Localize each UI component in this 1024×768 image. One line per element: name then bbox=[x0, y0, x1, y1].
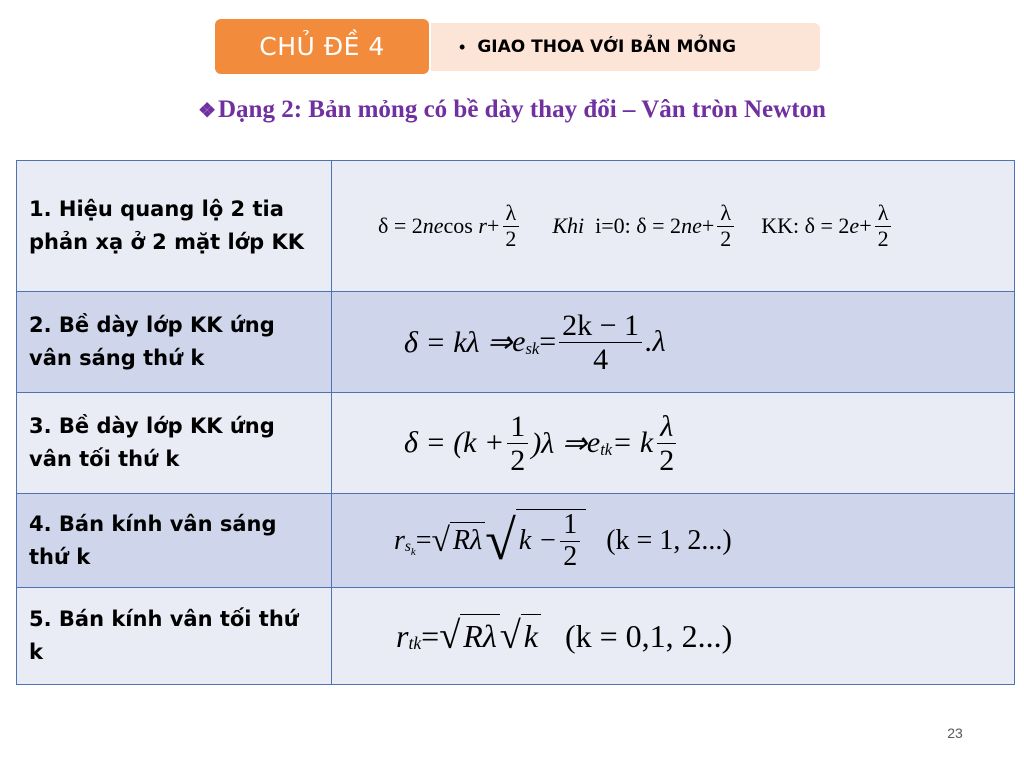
radicand: Rλ bbox=[450, 522, 485, 560]
formula-text: e bbox=[586, 426, 601, 459]
radical-sign: √ bbox=[431, 521, 450, 559]
numerator: λ bbox=[657, 410, 676, 444]
diamond-bullet-icon: ❖ bbox=[198, 100, 216, 122]
formula-optical-path bbox=[332, 201, 1014, 250]
formula-text: i=0: δ = 2 bbox=[595, 213, 682, 238]
radicand: k bbox=[521, 614, 541, 658]
row-label: 3. Bề dày lớp KK ứng vân tối thứ k bbox=[17, 393, 332, 494]
formula-cell bbox=[332, 292, 1015, 393]
sub-subscript: k bbox=[410, 546, 416, 559]
formula-text: δ = kλ ⇒ bbox=[404, 325, 513, 359]
row-label: 2. Bề dày lớp KK ứng vân sáng thứ k bbox=[17, 292, 332, 393]
denominator: 2 bbox=[720, 225, 732, 251]
radicand bbox=[516, 509, 586, 573]
page-number: 23 bbox=[947, 725, 963, 741]
denominator: 2 bbox=[510, 443, 526, 477]
fraction bbox=[717, 201, 734, 250]
formula-text: cos bbox=[443, 213, 473, 238]
topic-label: CHỦ ĐỀ 4 bbox=[215, 19, 429, 74]
formula-text: ne bbox=[422, 213, 444, 238]
subscript: tk bbox=[600, 440, 613, 460]
square-root bbox=[431, 522, 485, 560]
numerator: 1 bbox=[507, 410, 528, 444]
fraction bbox=[507, 410, 528, 477]
formula-text: r bbox=[396, 617, 409, 654]
subscript-text: s bbox=[404, 538, 411, 556]
square-root bbox=[439, 614, 499, 658]
square-root bbox=[485, 509, 586, 573]
numerator: 1 bbox=[560, 510, 580, 542]
table-row bbox=[17, 292, 1015, 393]
formula-text: Khi bbox=[552, 213, 585, 238]
formula-text: = bbox=[539, 325, 557, 358]
formula-text: .λ bbox=[645, 325, 666, 358]
formula-bright-thickness bbox=[332, 309, 1014, 376]
denominator: 2 bbox=[505, 225, 517, 251]
formula-dark-thickness bbox=[332, 410, 1014, 477]
numerator: λ bbox=[875, 201, 892, 226]
subscript: sk bbox=[525, 339, 540, 359]
formula-dark-radius bbox=[332, 614, 1014, 658]
row-label: 5. Bán kính vân tối thứ k bbox=[17, 588, 332, 685]
fraction bbox=[502, 201, 519, 250]
row-label: 4. Bán kính vân sáng thứ k bbox=[17, 494, 332, 588]
formula-text: + bbox=[486, 213, 500, 238]
formula-cell bbox=[332, 494, 1015, 588]
fraction bbox=[560, 510, 580, 573]
subscript bbox=[404, 538, 416, 559]
formula-text: ne bbox=[681, 213, 702, 238]
formula-text: = bbox=[415, 524, 432, 556]
formula-text: + bbox=[701, 213, 715, 238]
formula-text: r bbox=[478, 213, 487, 238]
denominator: 2 bbox=[563, 540, 578, 572]
fraction bbox=[656, 410, 677, 477]
square-root bbox=[500, 614, 541, 658]
numerator: 2k − 1 bbox=[559, 309, 642, 343]
formula-bright-radius bbox=[332, 509, 1014, 573]
radical-sign: √ bbox=[485, 509, 516, 572]
formula-text: = bbox=[421, 617, 440, 654]
numerator: λ bbox=[717, 201, 734, 226]
subtitle-text: Dạng 2: Bản mỏng có bề dày thay đổi – Vân tròn Newton bbox=[218, 96, 826, 123]
subscript: tk bbox=[408, 633, 422, 654]
denominator: 4 bbox=[593, 342, 609, 376]
formula-cell bbox=[332, 588, 1015, 685]
table-row bbox=[17, 494, 1015, 588]
formula-text: r bbox=[394, 524, 405, 556]
fraction bbox=[559, 309, 642, 376]
formula-text: = k bbox=[612, 426, 654, 459]
topic-title-box bbox=[427, 23, 820, 71]
table-row bbox=[17, 161, 1015, 292]
formula-text: e bbox=[849, 213, 860, 238]
radicand: Rλ bbox=[460, 614, 499, 658]
formula-text: δ = (k + bbox=[404, 426, 505, 459]
radical-sign: √ bbox=[439, 615, 461, 657]
formula-text: k − bbox=[518, 525, 558, 556]
formula-condition: (k = 1, 2...) bbox=[606, 524, 732, 556]
formula-text: KK: δ = 2 bbox=[761, 213, 850, 238]
formula-text: e bbox=[512, 325, 526, 358]
formula-cell bbox=[332, 161, 1015, 292]
topic-header bbox=[215, 19, 820, 74]
formula-text: )λ ⇒ bbox=[531, 426, 587, 460]
denominator: 2 bbox=[659, 443, 675, 477]
bullet-icon: • bbox=[459, 36, 466, 57]
formula-table bbox=[16, 160, 1015, 685]
formula-text: δ = 2 bbox=[378, 213, 423, 238]
formula-cell bbox=[332, 393, 1015, 494]
table-row bbox=[17, 588, 1015, 685]
fraction bbox=[875, 201, 892, 250]
denominator: 2 bbox=[877, 225, 889, 251]
section-subtitle bbox=[0, 96, 1024, 124]
formula-text: + bbox=[859, 213, 872, 238]
topic-title: GIAO THOA VỚI BẢN MỎNG bbox=[477, 37, 737, 57]
formula-condition: (k = 0,1, 2...) bbox=[564, 617, 733, 654]
radical-sign: √ bbox=[499, 615, 521, 657]
row-label: 1. Hiệu quang lộ 2 tia phản xạ ở 2 mặt lớp KK bbox=[17, 161, 332, 292]
numerator: λ bbox=[503, 201, 520, 226]
table-row bbox=[17, 393, 1015, 494]
